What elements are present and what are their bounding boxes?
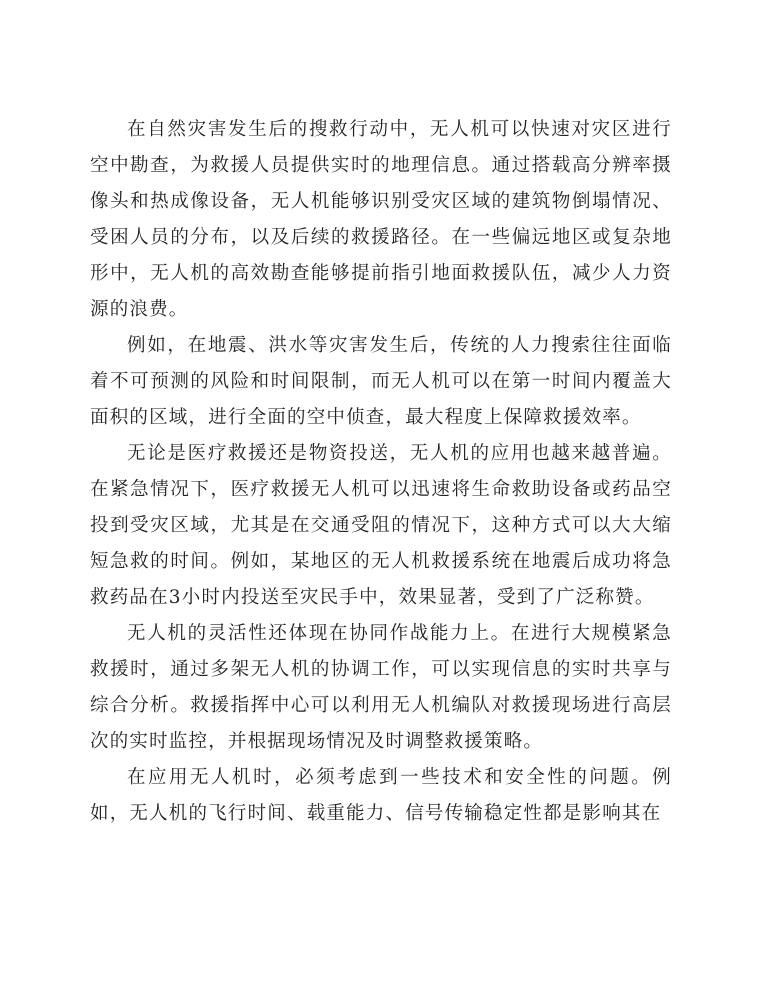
- paragraph-2: 例如，在地震、洪水等灾害发生后，传统的人力搜索往往面临着不可预测的风险和时间限制，而无人机可以在第一时间内覆盖大面积的区域，进行全面的空中侦查，最大程度上保障救援效率。: [90, 335, 672, 428]
- paragraph-1: 在自然灾害发生后的搜救行动中，无人机可以快速对灾区进行空中勘查，为救援人员提供实时的地理信息。通过搭载高分辨率摄像头和热成像设备，无人机能够识别受灾区域的建筑物倒塌情况、受困人员的分布，以及后续的救援路径。在一些偏远地区或复杂地形中，无人机的高效勘查能够提前指引地面救援队伍，减少人力资源的浪费。: [90, 119, 672, 320]
- paragraph-5: 在应用无人机时，必须考虑到一些技术和安全性的问题。例如，无人机的飞行时间、载重能力、信号传输稳定性都是影响其在: [90, 767, 672, 824]
- paragraph-3: 无论是医疗救援还是物资投送，无人机的应用也越来越普遍。在紧急情况下，医疗救援无人机可以迅速将生命救助设备或药品空投到受灾区域，尤其是在交通受阻的情况下，这种方式可以大大缩短急救的时间。例如，某地区的无人机救援系统在地震后成功将急救药品在3小时内投送至灾民手中，效果显著，受到了广泛称赞。: [90, 443, 672, 608]
- paragraph-4: 无人机的灵活性还体现在协同作战能力上。在进行大规模紧急救援时，通过多架无人机的协调工作，可以实现信息的实时共享与综合分析。救援指挥中心可以利用无人机编队对救援现场进行高层次的实时监控，并根据现场情况及时调整救援策略。: [90, 623, 672, 752]
- document-body: [90, 112, 672, 832]
